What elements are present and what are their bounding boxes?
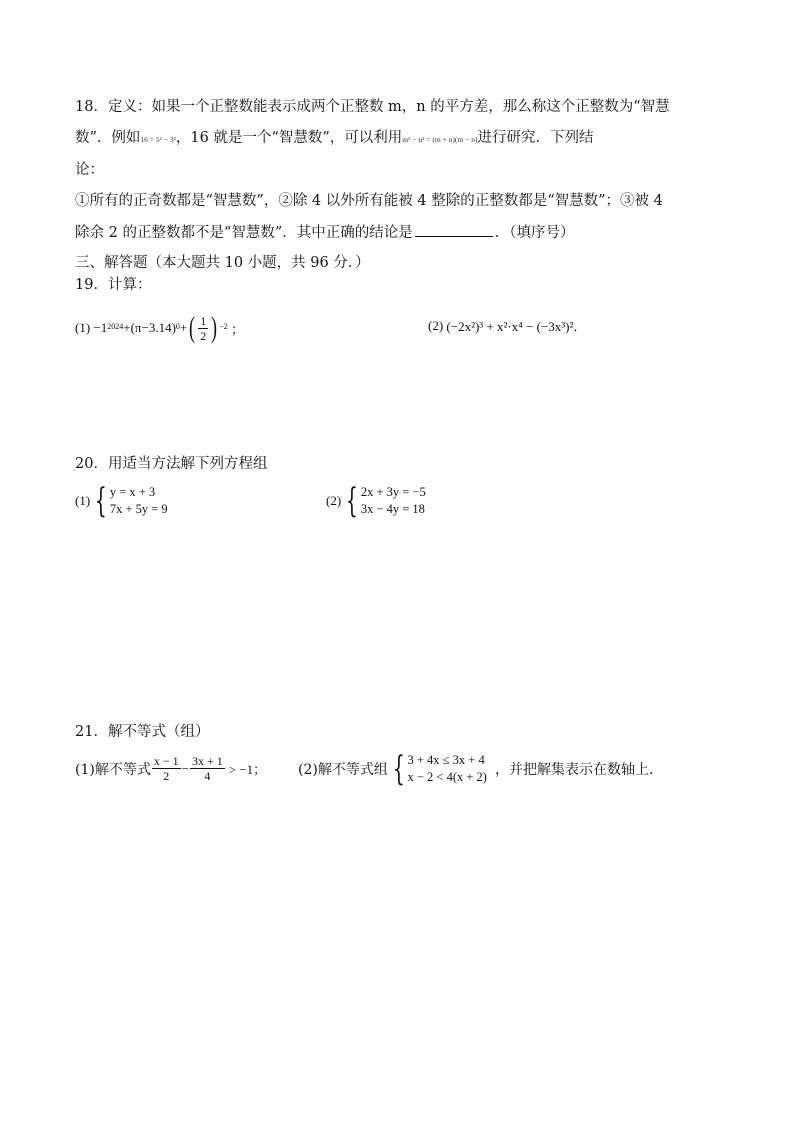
q18-line3: 论：	[75, 162, 104, 178]
q20-title: 20．用适当方法解下列方程组	[75, 456, 268, 472]
left-brace-icon: {	[392, 749, 405, 789]
q21-part1-label: (1)解不等式	[75, 761, 151, 778]
q21-fraction-1: $\frac{x - 1}{2}$	[153, 754, 179, 783]
q19-part1-exp0: 0	[175, 321, 180, 331]
q18-line2-text-c: 进行研究．下列结	[477, 130, 594, 146]
q19-part1-fraction: $\frac{1}{2}$	[200, 313, 207, 343]
q19-part1-exp: 2024	[107, 321, 124, 331]
q18-line2	[75, 128, 593, 150]
q20-part2-system	[361, 484, 426, 518]
q19-part1-exp-neg: −2	[219, 321, 228, 331]
q20-part1-label: (1)	[75, 493, 91, 508]
q18-line1: 18．定义：如果一个正整数能表示成两个正整数 m，n 的平方差，那么称这个正整数为“智慧	[75, 99, 670, 115]
q21-part2-system	[407, 752, 486, 786]
q21-part2-tail: ，并把解集表示在数轴上．	[494, 762, 663, 778]
inequality: x − 2 < 4(x + 2)	[407, 770, 487, 784]
equation: y = x + 3	[109, 485, 156, 499]
q18-line2-text-a: 数”．例如	[75, 130, 141, 146]
answer-blank[interactable]	[415, 222, 493, 237]
equation: 7x + 5y = 9	[109, 502, 168, 516]
inequality: 3 + 4x ≤ 3x + 4	[407, 753, 485, 767]
equation: 2x + 3y = −5	[360, 485, 426, 499]
q19-title: 19．计算：	[75, 277, 152, 293]
q21-fraction-2: $\frac{3x + 1}{4}$	[191, 754, 223, 783]
section-title: 三、解答题（本大题共 10 小题，共 96 分．）	[75, 255, 370, 271]
q20-part1-system	[110, 484, 168, 518]
q20-part2	[326, 481, 426, 521]
q19-part1-term2: +(π−3.14)	[123, 320, 176, 335]
q18-line2-text-b: ，16 就是一个“智慧数”，可以利用	[175, 130, 403, 146]
q18-line4: ①所有的正奇数都是“智慧数”，②除 4 以外所有能被 4 整除的正整数都是“智慧数”；③被 4	[75, 193, 663, 209]
q19-part1-label: (1)	[75, 320, 91, 335]
q19-part1-term1: −1	[93, 320, 108, 335]
q19-part1-end: ；	[231, 321, 245, 337]
q18-line5	[75, 222, 575, 243]
q21-part1-tail: > −1；	[228, 762, 267, 777]
q20-part1	[75, 481, 168, 521]
q18-example-equation: 16 = 5² − 3²	[140, 135, 176, 144]
q21-part2	[298, 749, 663, 789]
q19-part1: (1) −1 2024 +(π−3.14) 0 + ( $\frac{1}{2}$ ) −2 ；	[75, 311, 245, 344]
q21-title: 21．解不等式（组）	[75, 724, 210, 740]
q20-part2-label: (2)	[326, 493, 342, 508]
q18-identity-formula: m² − n² = (m + n)(m − n)	[402, 135, 478, 144]
q18-line5-text-a: 除余 2 的正整数都不是“智慧数”．其中正确的结论是	[75, 225, 413, 241]
q18-line5-text-b: ．（填序号）	[494, 225, 575, 241]
q19-part2	[428, 316, 586, 335]
q19-part2-expr: (−2x²)³ + x²·x⁴ − (−3x³)²．	[446, 319, 587, 334]
left-brace-icon: {	[95, 481, 107, 521]
left-brace-icon: {	[346, 481, 358, 521]
q19-part2-label: (2)	[428, 317, 444, 333]
q21-part1	[75, 754, 266, 783]
q21-minus: −	[181, 760, 189, 776]
q19-part1-plus: +	[179, 320, 188, 335]
equation: 3x − 4y = 18	[360, 502, 425, 516]
q21-part2-label: (2)解不等式组	[298, 762, 388, 778]
